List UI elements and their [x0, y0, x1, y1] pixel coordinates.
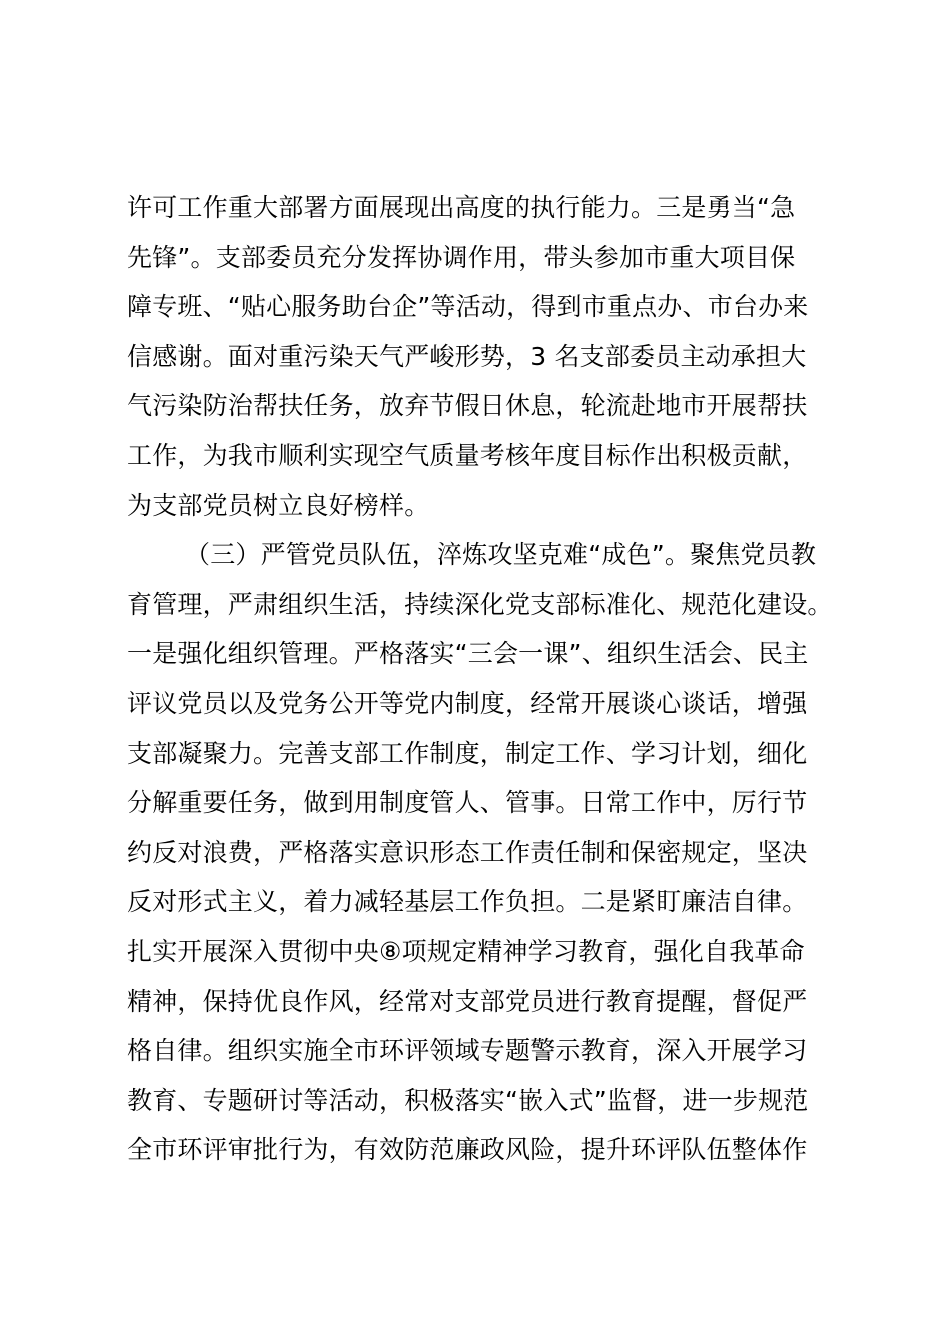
text-line: 先锋”。支部委员充分发挥协调作用，带头参加市重大项目保	[127, 242, 796, 272]
text-line: 育管理，严肃组织生活，持续深化党支部标准化、规范化建设。	[127, 589, 833, 619]
section-heading-line: （三）严管党员队伍，淬炼攻坚克难“成色”。聚焦党员教	[185, 540, 817, 570]
text-line: 一是强化组织管理。严格落实“三会一课”、组织生活会、民主	[127, 639, 809, 669]
text-line: 反对形式主义，着力减轻基层工作负担。二是紧盯廉洁自律。	[127, 887, 808, 917]
text-line: 许可工作重大部署方面展现出高度的执行能力。三是勇当“急	[127, 193, 796, 222]
text-line: 精神，保持优良作风，经常对支部党员进行教育提醒，督促严	[127, 986, 808, 1016]
text-line: 教育、专题研讨等活动，积极落实“嵌入式”监督，进一步规范	[127, 1085, 809, 1115]
text-line: 格自律。组织实施全市环评领域专题警示教育，深入开展学习	[127, 1036, 808, 1066]
text-line: 为支部党员树立良好榜样。	[127, 490, 430, 520]
text-line: 障专班、“贴心服务助台企”等活动，得到市重点办、市台办来	[127, 292, 809, 322]
text-line: 全市环评审批行为，有效防范廉政风险，提升环评队伍整体作	[127, 1135, 808, 1165]
text-line: 扎实开展深入贯彻中央⑧项规定精神学习教育，强化自我革命	[127, 937, 805, 966]
text-line: 工作，为我市顺利实现空气质量考核年度目标作出积极贡献，	[127, 441, 808, 470]
text-line: 支部凝聚力。完善支部工作制度，制定工作、学习计划，细化	[127, 738, 808, 768]
text-line: 信感谢。面对重污染天气严峻形势，3 名支部委员主动承担大	[127, 341, 807, 371]
text-line: 评议党员以及党务公开等党内制度，经常开展谈心谈话，增强	[127, 689, 808, 718]
text-line: 约反对浪费，严格落实意识形态工作责任制和保密规定，坚决	[127, 837, 808, 867]
text-line: 气污染防治帮扶任务，放弃节假日休息，轮流赴地市开展帮扶	[127, 391, 808, 421]
text-line: 分解重要任务，做到用制度管人、管事。日常工作中，厉行节	[127, 788, 808, 818]
